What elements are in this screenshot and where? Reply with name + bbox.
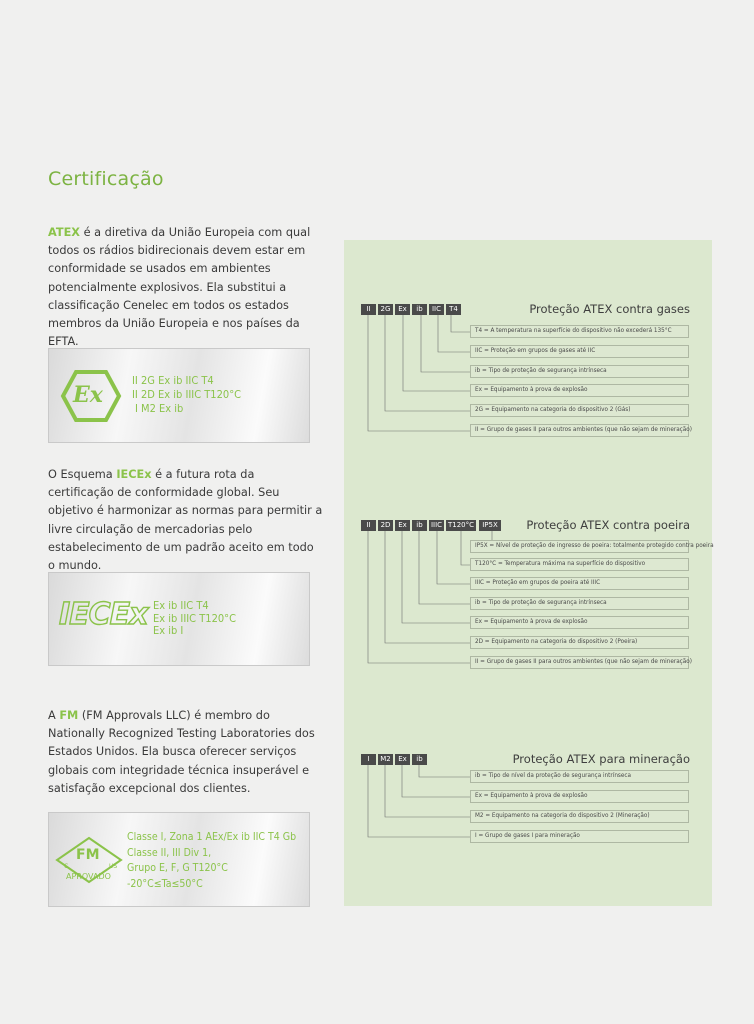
fm-cert-line: -20°C≤Ta≤50°C — [127, 877, 203, 890]
fm-logo-us: US — [109, 863, 118, 870]
code-chip: IIIC — [430, 521, 443, 529]
fm-cert-lines — [127, 830, 296, 892]
iecex-cert-lines — [153, 600, 236, 638]
poeira-desc: Ex = Equipamento à prova de explosão — [470, 616, 689, 629]
code-chip: IIC — [429, 304, 444, 315]
gases-desc: 2G = Equipamento na categoria do dispositivo 2 (Gás) — [470, 404, 689, 417]
code-chip: I — [361, 754, 376, 765]
atex-paragraph — [48, 224, 323, 351]
iecex-cert-line: Ex ib IIIC T120°C — [153, 611, 237, 625]
mineracao-desc: Ex = Equipamento à prova de explosão — [470, 790, 689, 803]
fm-cert-line: Classe II, III Div 1, — [127, 846, 212, 859]
code-chip: II — [361, 304, 376, 315]
code-chip: 2G — [378, 304, 393, 315]
code-chip: ib — [412, 304, 427, 315]
fm-text: (FM Approvals LLC) é membro do Nationally Recognized Testing Laboratories dos Estados Unidos. Ela busca oferecer serviços globais com integridade técnica insuperável e satisfação excepcional dos clientes. — [48, 709, 315, 795]
code-chip: Ex — [395, 520, 410, 531]
code-chip: Ex — [395, 304, 410, 315]
iecex-logo: IECEx — [59, 597, 148, 632]
gases-desc: II = Grupo de gases II para outros ambientes (que não sejam de mineração) — [470, 424, 689, 437]
atex-cert-box — [48, 348, 310, 443]
poeira-desc: II = Grupo de gases II para outros ambientes (que não sejam de mineração) — [470, 656, 689, 669]
code-chip: 2D — [378, 520, 393, 531]
section-poeira-title: Proteção ATEX contra poeira — [526, 518, 690, 532]
code-chip: ib — [412, 520, 427, 531]
iecex-highlight: IECEx — [116, 468, 152, 481]
atex-text: é a diretiva da União Europeia com qual todos os rádios bidirecionais devem estar em conformidade se usados em ambientes potencialmente explosivos. Ela substitui a classificação Cenelec em todos os estados membros da União Europeia e nos países da EFTA. — [48, 226, 311, 349]
atex-cert-line: II 2D Ex ib IIIC T120°C — [132, 388, 242, 401]
section-mineracao-title: Proteção ATEX para mineração — [512, 752, 690, 766]
mineracao-desc: M2 = Equipamento na categoria do dispositivo 2 (Mineração) — [470, 810, 689, 823]
code-chip: II — [361, 520, 376, 531]
iecex-cert-line: Ex ib I — [153, 624, 184, 637]
iecex-cert-line: Ex ib IIC T4 — [153, 599, 209, 612]
code-chip: IP5X — [479, 520, 501, 531]
iecex-cert-box — [48, 572, 310, 666]
iecex-paragraph — [48, 466, 323, 575]
section-poeira — [344, 518, 712, 678]
code-chip: ib — [412, 754, 427, 765]
atex-ex-logo-text: Ex — [73, 382, 103, 408]
section-mineracao — [344, 752, 712, 852]
fm-cert-line: Grupo E, F, G T120°C — [127, 862, 228, 874]
iecex-text: é a futura rota da certificação de conformidade global. Seu objetivo é harmonizar as normas para permitir a livre circulação de mercadorias pelo estabelecimento de um padrão aceito em todo o mundo. — [48, 468, 323, 573]
atex-cert-lines — [132, 374, 241, 416]
iecex-prefix: O Esquema — [48, 468, 117, 481]
poeira-desc: T120°C = Temperatura máxima na superfície do dispositivo — [470, 558, 689, 571]
code-chip: M2 — [378, 754, 393, 765]
atex-cert-line: II 2G Ex ib IIC T4 — [132, 374, 214, 387]
section-gases — [344, 302, 712, 442]
fm-prefix: A — [48, 709, 60, 722]
poeira-desc: IIIC = Proteção em grupos de poeira até IIIC — [470, 577, 689, 590]
code-chip: Ex — [395, 754, 410, 765]
fm-paragraph — [48, 707, 323, 798]
mineracao-desc: I = Grupo de gases I para mineração — [470, 830, 689, 843]
poeira-desc: ib = Tipo de proteção de segurança intrínseca — [470, 597, 689, 610]
gases-desc: IIC = Proteção em grupos de gases até IIC — [470, 345, 689, 358]
mineracao-desc: ib = Tipo de nível da proteção de segurança intrínseca — [470, 770, 689, 783]
fm-logo-text: FM — [76, 847, 100, 863]
atex-highlight: ATEX — [48, 226, 80, 239]
fm-cert-line: Classe I, Zona 1 AEx/Ex ib IIC T4 Gb — [127, 831, 297, 843]
poeira-desc: 2D = Equipamento na categoria do dispositivo 2 (Poeira) — [470, 636, 689, 649]
fm-cert-box — [48, 812, 310, 907]
atex-cert-line: I M2 Ex ib — [135, 402, 184, 415]
code-chip: T120°C — [447, 521, 475, 529]
gases-desc: ib = Tipo de proteção de segurança intrínseca — [470, 365, 689, 378]
gases-desc: T4 = A temperatura na superfície do dispositivo não excederá 135°C — [470, 325, 689, 338]
page-title: Certificação — [48, 168, 164, 190]
fm-logo-sub: APROVADO — [66, 872, 111, 881]
fm-logo-c: C — [64, 863, 69, 870]
atex-code-panel — [344, 240, 712, 906]
fm-highlight: FM — [59, 709, 79, 722]
section-gases-title: Proteção ATEX contra gases — [529, 302, 690, 316]
poeira-desc: IP5X = Nível de proteção de ingresso de poeira: totalmente protegido contra poeira — [470, 540, 689, 553]
gases-desc: Ex = Equipamento à prova de explosão — [470, 384, 689, 397]
code-chip: T4 — [446, 304, 461, 315]
